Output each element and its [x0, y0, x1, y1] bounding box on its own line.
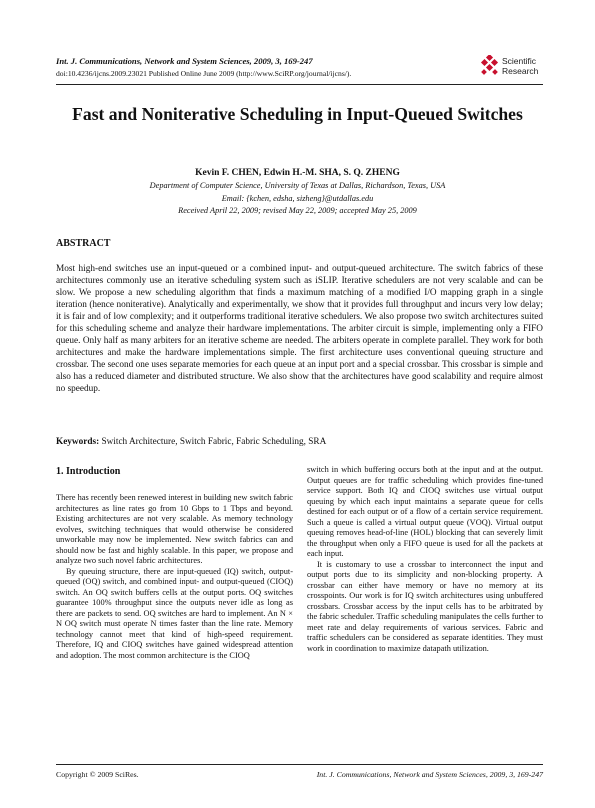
diamond-cluster-icon: [480, 55, 500, 77]
keywords-line: [56, 437, 543, 447]
publisher-logo: [480, 54, 544, 80]
intro-paragraph-1: There has recently been renewed interest in building new switch fabric architectures as line rates go from 10 Gbps to 1 Tbps and beyond. Existing architectures are not very scalable. As memory technology evolves, switching techniques that would otherwise be considered unworkable may now be implemented. New switch fabrics can and should now be fast and highly scalable. In this paper, we propose and analyze two such novel fabric architectures.: [56, 493, 293, 565]
footer-rule: [56, 764, 543, 765]
footer-copyright: Copyright © 2009 SciRes.: [56, 770, 139, 779]
paper-title: Fast and Noniterative Scheduling in Input-Queued Switches: [72, 104, 523, 124]
logo-line-2: Research: [502, 66, 539, 76]
section-heading-introduction: 1. Introduction: [56, 466, 121, 477]
author-list: Kevin F. CHEN, Edwin H.-M. SHA, S. Q. ZHENG: [195, 168, 400, 178]
email-line: Email: {kchen, edsha, sizheng}@utdallas.edu: [221, 194, 374, 203]
doi-line: doi:10.4236/ijcns.2009.23021 Published Online June 2009 (http://www.SciRP.org/journal/ijcns/).: [56, 69, 352, 78]
logo-text: [502, 56, 538, 76]
abstract-body: Most high-end switches use an input-queued or a combined input- and output-queued architecture. The switch fabrics of these architectures commonly use an iterative scheduling system such as iSLIP. Iterative schedulers are not very scalable and can be slow. We propose a new scheduling algorithm that finds a maximum matching of a modified I/O mapping graph in a single iteration (hence noniterative). Analytically and experimentally, we show that it provides full throughput and incurs very low delay; it is fair and of low complexity; and it outperforms traditional iterative schedulers. We also propose two switch architectures suited for this scheduling scheme and analyze their hardware implementations. The arbiter circuit is simple, implementing only a FIFO queue. Only half as many arbiters for an iterative scheme are needed. The arbiters operate in complete parallel. They work for both architectures and make the hardware implementations simple. The first architecture uses conventional queuing structure and crossbar. The second one uses separate memories for each queue at an input port and a special crossbar. This crossbar is simple and also has a reduced diameter and distributed structure. We also show that the architectures have good scalability and require almost no speedup.: [56, 264, 543, 394]
intro-paragraph-3: switch in which buffering occurs both at the input and at the output. Output queues are for traffic scheduling which provides fine-tuned service support. Both IQ and CIOQ switches use virtual output queuing by which each input maintains a separate queue for cells destined for each output or of a flow of a certain service requirement. Such a queue is called a virtual output queue (VOQ). Virtual output queuing removes head-of-line (HOL) blocking that can severely limit the throughput when only a FIFO queue is used for all the packets at each input.: [307, 465, 543, 558]
affiliation: Department of Computer Science, University of Texas at Dallas, Richardson, Texas, USA: [149, 181, 446, 190]
right-column: [307, 465, 543, 654]
received-dates: Received April 22, 2009; revised May 22, 2009; accepted May 25, 2009: [178, 206, 417, 215]
logo-line-1: Scientific: [502, 56, 537, 66]
header-rule: [56, 84, 543, 85]
intro-paragraph-4: It is customary to use a crossbar to interconnect the input and output ports due to its simplicity and non-blocking property. A crossbar can either have memory or have no memory at its crosspoints. Our work is for IQ switch architectures using unbuffered crossbars. Crossbar access by the input cells has to be arbitrated by the fabric scheduler. Traffic scheduling manipulates the cells further to meet rate and delay requirements of various services. Fabric and traffic schedulers can be considered as separate identities. They must work in coordination to maximize datapath utilization.: [307, 559, 543, 653]
intro-paragraph-2: By queuing structure, there are input-queued (IQ) switch, output-queued (OQ) switch, and combined input- and output-queued (CIOQ) switch. An OQ switch buffers cells at the output ports. OQ switches guarantee 100% throughput since the outputs never idle as long as there are packets to send. OQ switches are hard to implement. An N × N OQ switch must operate N times faster than the line rate. Memory technology cannot meet that kind of high-speed requirement. Therefore, IQ and CIOQ switches have gained widespread attention and adoption. The most common architecture is the CIOQ: [56, 566, 293, 660]
keywords-text: Switch Architecture, Switch Fabric, Fabric Scheduling, SRA: [101, 437, 327, 447]
keywords-label: Keywords:: [56, 437, 100, 447]
footer-journal: Int. J. Communications, Network and System Sciences, 2009, 3, 169-247: [316, 770, 543, 779]
abstract-heading: ABSTRACT: [56, 238, 111, 249]
left-column: [56, 493, 293, 661]
journal-header: Int. J. Communications, Network and System Sciences, 2009, 3, 169-247: [56, 56, 313, 66]
